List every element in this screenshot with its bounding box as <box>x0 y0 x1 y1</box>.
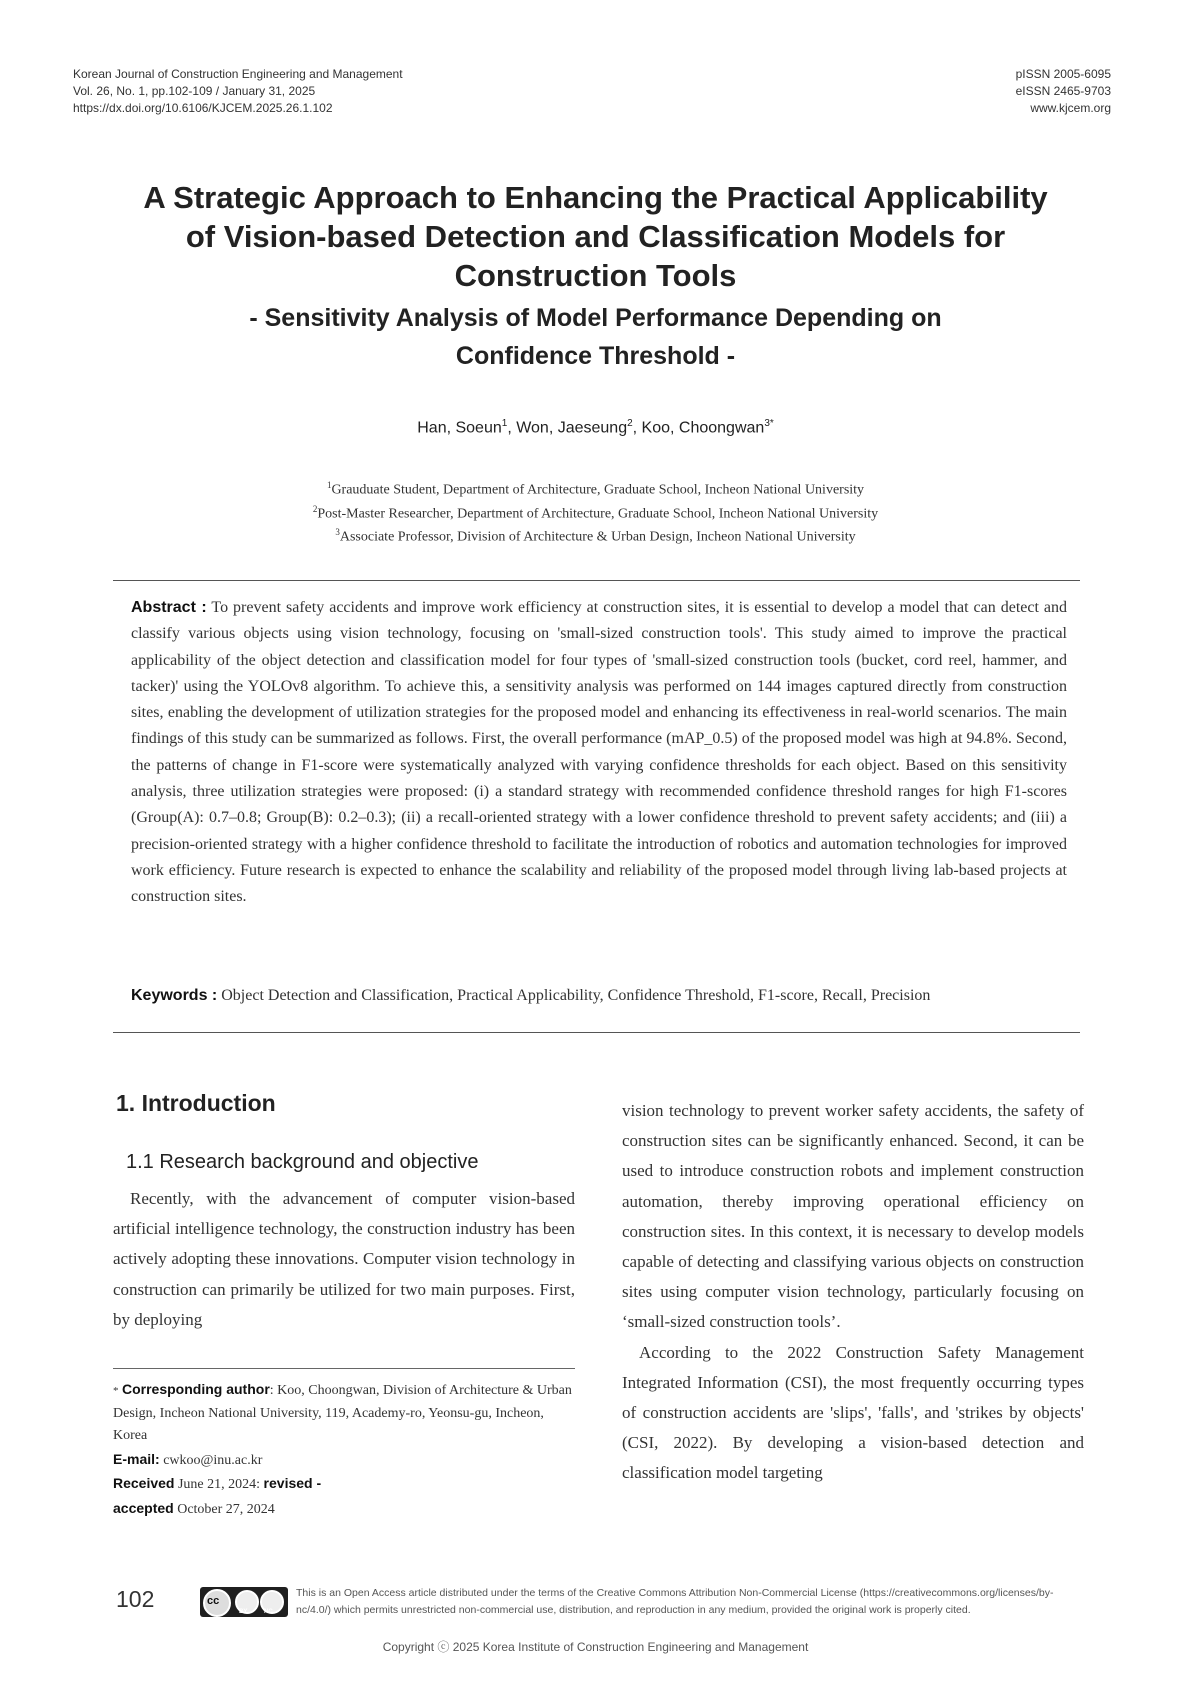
abstract-top-rule <box>113 580 1080 581</box>
title-line-2: of Vision-based Detection and Classification Models for <box>185 219 1006 254</box>
journal-name: Korean Journal of Construction Engineering and Management <box>73 67 403 81</box>
keywords <box>131 987 1067 1005</box>
affiliation-list <box>60 476 1131 547</box>
title-line-3: Construction Tools <box>454 258 737 293</box>
received-date: June 21, 2024: <box>177 1477 261 1492</box>
email-label: E-mail: <box>113 1450 160 1467</box>
email-link[interactable]: cwkoo@inu.ac.kr <box>163 1452 263 1468</box>
title-line-1: A Strategic Approach to Enhancing the Practical Applicability <box>143 180 1048 215</box>
received-label: Received <box>113 1475 175 1491</box>
author-sup: 1 <box>501 418 508 429</box>
intro-paragraph: Recently, with the advancement of computer vision-based artificial intelligence technology, the construction industry has been actively adopting these innovations. Computer vision technology in construction can primarily be utilized for two main purposes. First, by deploying <box>113 1189 575 1329</box>
subtitle-line-1: - Sensitivity Analysis of Model Performance Depending on <box>249 304 942 332</box>
author-list: Han, Soeun$^1$, Won, Jaeseung$^2$, Koo, Choongwan$^{3*}$ <box>417 418 774 437</box>
journal-header <box>73 66 403 117</box>
author-sup: 2 <box>627 418 633 429</box>
revised-label: revised - <box>263 1475 322 1491</box>
cc-license-badge[interactable] <box>200 1587 288 1617</box>
author-name: Koo, Choongwan <box>641 419 765 437</box>
cc-icon: cc <box>203 1589 231 1617</box>
cc-nc-label: NC <box>264 1609 273 1615</box>
author-name: Han, Soeun <box>417 419 502 437</box>
section-heading: 1. Introduction <box>116 1090 276 1116</box>
affiliation: $^2$Post-Master Researcher, Department of Architecture, Graduate School, Incheon National University <box>312 503 879 522</box>
keywords-text: Object Detection and Classification, Practical Applicability, Confidence Threshold, F1-score, Recall, Precision <box>221 987 931 1004</box>
author-name: Won, Jaeseung <box>516 419 628 437</box>
journal-volume: Vol. 26, No. 1, pp.102-109 / January 31, 2025 <box>73 84 316 98</box>
intro-right-text <box>622 1096 1084 1489</box>
footnote-star: * <box>113 1385 119 1397</box>
website-link[interactable]: www.kjcem.org <box>1030 101 1111 115</box>
doi-link[interactable]: https://dx.doi.org/10.6106/KJCEM.2025.26.1.102 <box>73 101 333 115</box>
copyright: Copyright ⓒ 2025 Korea Institute of Construction Engineering and Management <box>382 1640 809 1654</box>
abstract-text: To prevent safety accidents and improve work efficiency at construction sites, it is essential to develop a model that can detect and classify various objects using vision technology, focusing on 'small-sized construction tools'. This study aimed to improve the practical applicability of the object detection and classification model for four types of 'small-sized construction tools (bucket, cord reel, hammer, and tacker)' using the YOLOv8 algorithm. To achieve this, a sensitivity analysis was performed on 144 images captured directly from construction sites, enabling the development of utilization strategies for the proposed model and enhancing its effectiveness in real-world scenarios. The main findings of this study can be summarized as follows. First, the overall performance (mAP_0.5) of the proposed model was high at 94.8%. Second, the patterns of change in F1-score were systematically analyzed with varying confidence thresholds for each object. Based on this sensitivity analysis, three utilization strategies were proposed: (i) a standard strategy with recommended confidence threshold ranges for high F1-scores (Group(A): 0.7–0.8; Group(B): 0.2–0.3); (ii) a recall-oriented strategy with a lower confidence threshold to prevent safety accidents; and (iii) a precision-oriented strategy with a higher confidence threshold to facilitate the introduction of robotics and automation technologies for improved work efficiency. Future research is expected to enhance the scalability and reliability of the proposed model through living lab-based projects at construction sites. <box>131 599 1068 906</box>
subsection-heading: 1.1 Research background and objective <box>126 1151 479 1173</box>
issn-header <box>1016 66 1111 117</box>
accepted-date: October 27, 2024 <box>177 1501 275 1517</box>
pissn: pISSN 2005-6095 <box>1015 67 1111 81</box>
abstract-label: Abstract : <box>131 599 207 616</box>
author-sup: 3* <box>764 418 774 429</box>
footnote-rule <box>113 1368 575 1369</box>
affiliation: $^3$Associate Professor, Division of Architecture & Urban Design, Incheon National University <box>335 527 856 545</box>
paper-title <box>60 178 1131 295</box>
eissn: eISSN 2465-9703 <box>1015 84 1111 98</box>
affiliation: $^1$Grauduate Student, Department of Architecture, Graduate School, Incheon National University <box>326 480 865 498</box>
subtitle-line-2: Confidence Threshold - <box>455 342 736 370</box>
intro-left-text <box>113 1184 575 1335</box>
keywords-label: Keywords : <box>131 987 218 1004</box>
paper-subtitle <box>60 299 1131 375</box>
intro-paragraph: vision technology to prevent worker safety accidents, the safety of construction sites can be significantly enhanced. Second, it can be used to introduce construction robots and implement construction automation, thereby improving operational efficiency on construction sites. In this context, it is necessary to develop models capable of detecting and classifying various objects on construction sites using computer vision technology, particularly focusing on ‘small-sized construction tools’. <box>622 1101 1084 1332</box>
license-text: This is an Open Access article distributed under the terms of the Creative Commons Attribution Non-Commercial License (https://creativecommons.org/licenses/by-nc/4.0/) which permits unrestricted non-commercial use, distribution, and reproduction in any medium, provided the original work is properly cited. <box>296 1587 1054 1616</box>
cc-by-label: BY <box>239 1609 248 1615</box>
accepted-label: accepted <box>113 1499 174 1516</box>
corresponding-author-text: : Koo, Choongwan, Division of Architecture & Urban Design, Incheon National University, 119, Academy-ro, Yeonsu-gu, Incheon, Korea <box>113 1383 572 1443</box>
corresponding-author-label: Corresponding author <box>122 1381 270 1397</box>
footnote <box>113 1378 575 1521</box>
page-number: 102 <box>116 1586 155 1612</box>
abstract-bottom-rule <box>113 1032 1080 1033</box>
abstract <box>131 595 1067 911</box>
intro-paragraph: According to the 2022 Construction Safety Management Integrated Information (CSI), the most frequently occurring types of construction accidents are 'slips', 'falls', and 'strikes by objects' (CSI, 2022). By developing a vision-based detection and classification model targeting <box>622 1342 1084 1483</box>
